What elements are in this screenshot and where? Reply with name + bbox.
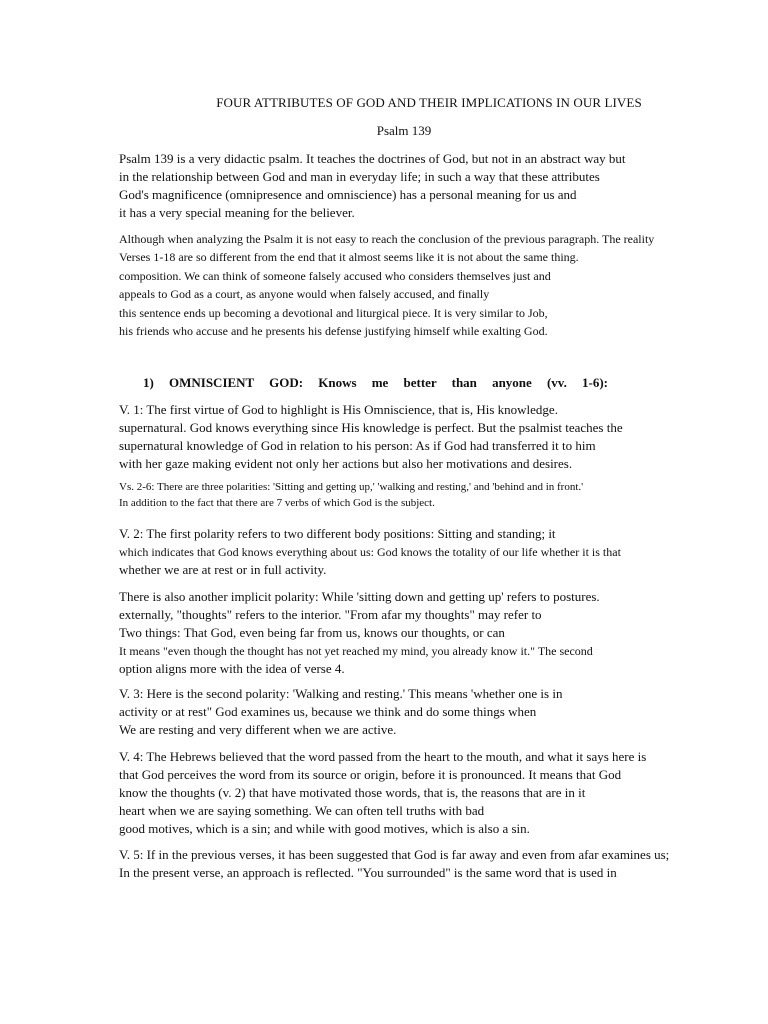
text-line: V. 5: If in the previous verses, it has been suggested that God is far away and even from afar examines us; bbox=[119, 847, 670, 862]
text-line: V. 1: The first virtue of God to highlight is His Omniscience, that is, His knowledge. bbox=[119, 402, 558, 417]
text-line: activity or at rest" God examines us, because we think and do some things when bbox=[119, 704, 537, 719]
v3-paragraph bbox=[119, 685, 719, 739]
text-line: Psalm 139 is a very didactic psalm. It teaches the doctrines of God, but not in an abstract way but bbox=[119, 151, 626, 166]
document-subtitle: Psalm 139 bbox=[376, 123, 432, 138]
text-line: which indicates that God knows everything about us: God knows the totality of our life whether it is that bbox=[119, 545, 621, 559]
text-line: heart when we are saying something. We can often tell truths with bad bbox=[119, 803, 485, 818]
text-line: good motives, which is a sin; and while with good motives, which is also a sin. bbox=[119, 821, 530, 836]
text-line: this sentence ends up becoming a devotional and liturgical piece. It is very similar to Job, bbox=[119, 305, 548, 320]
v2-paragraph bbox=[119, 525, 719, 579]
text-line: know the thoughts (v. 2) that have motivated those words, that is, the reasons that are in it bbox=[119, 785, 586, 800]
text-line: Verses 1-18 are so different from the end that it almost seems like it is not about the same thing. bbox=[119, 250, 579, 265]
polarity-paragraph bbox=[119, 588, 719, 678]
text-line: with her gaze making evident not only her actions but also her motivations and desires. bbox=[119, 456, 573, 471]
text-line: supernatural knowledge of God in relation to his person: As if God had transferred it to him bbox=[119, 438, 596, 453]
v4-paragraph bbox=[119, 748, 719, 838]
intro-paragraph bbox=[119, 150, 719, 222]
text-line: V. 4: The Hebrews believed that the word passed from the heart to the mouth, and what it says here is bbox=[119, 749, 647, 764]
text-line: In the present verse, an approach is reflected. "You surrounded" is the same word that is used in bbox=[119, 865, 617, 880]
vs2-6-paragraph bbox=[119, 480, 719, 511]
text-line: Although when analyzing the Psalm it is not easy to reach the conclusion of the previous paragraph. The reality bbox=[119, 232, 655, 246]
text-line: his friends who accuse and he presents his defense justifying himself while exalting God. bbox=[119, 324, 548, 339]
text-line: It means "even though the thought has not yet reached my mind, you already know it." The second bbox=[119, 644, 593, 658]
text-line: We are resting and very different when we are active. bbox=[119, 722, 397, 737]
text-line: in the relationship between God and man in everyday life; in such a way that these attributes bbox=[119, 169, 600, 184]
text-line: it has a very special meaning for the believer. bbox=[119, 205, 355, 220]
text-line: In addition to the fact that there are 7 verbs of which God is the subject. bbox=[119, 496, 435, 509]
text-line: appeals to God as a court, as anyone would when falsely accused, and finally bbox=[119, 287, 490, 302]
text-line: option aligns more with the idea of verse 4. bbox=[119, 661, 345, 677]
text-line: composition. We can think of someone falsely accused who considers themselves just and bbox=[119, 268, 551, 283]
document-title: FOUR ATTRIBUTES OF GOD AND THEIR IMPLICATIONS IN OUR LIVES bbox=[216, 95, 642, 110]
text-line: that God perceives the word from its source or origin, before it is pronounced. It means that God bbox=[119, 767, 622, 782]
v5-paragraph bbox=[119, 846, 719, 882]
v1-paragraph bbox=[119, 401, 719, 473]
text-line: V. 2: The first polarity refers to two different body positions: Sitting and standing; it bbox=[119, 526, 556, 541]
section-heading: 1) OMNISCIENT GOD: Knows me better than anyone (vv. 1-6): bbox=[143, 375, 608, 390]
text-line: whether we are at rest or in full activity. bbox=[119, 562, 327, 578]
analysis-paragraph bbox=[119, 230, 719, 340]
text-line: There is also another implicit polarity: While 'sitting down and getting up' refers to postures. bbox=[119, 589, 600, 604]
text-line: V. 3: Here is the second polarity: 'Walking and resting.' This means 'whether one is in bbox=[119, 686, 563, 701]
text-line: supernatural. God knows everything since His knowledge is perfect. But the psalmist teaches the bbox=[119, 420, 623, 435]
text-line: God's magnificence (omnipresence and omniscience) has a personal meaning for us and bbox=[119, 187, 577, 202]
text-line: Two things: That God, even being far from us, knows our thoughts, or can bbox=[119, 625, 505, 640]
text-line: externally, "thoughts" refers to the interior. "From afar my thoughts" may refer to bbox=[119, 607, 542, 622]
text-line: Vs. 2-6: There are three polarities: 'Sitting and getting up,' 'walking and resting,' and 'behind and in front.' bbox=[119, 481, 584, 493]
